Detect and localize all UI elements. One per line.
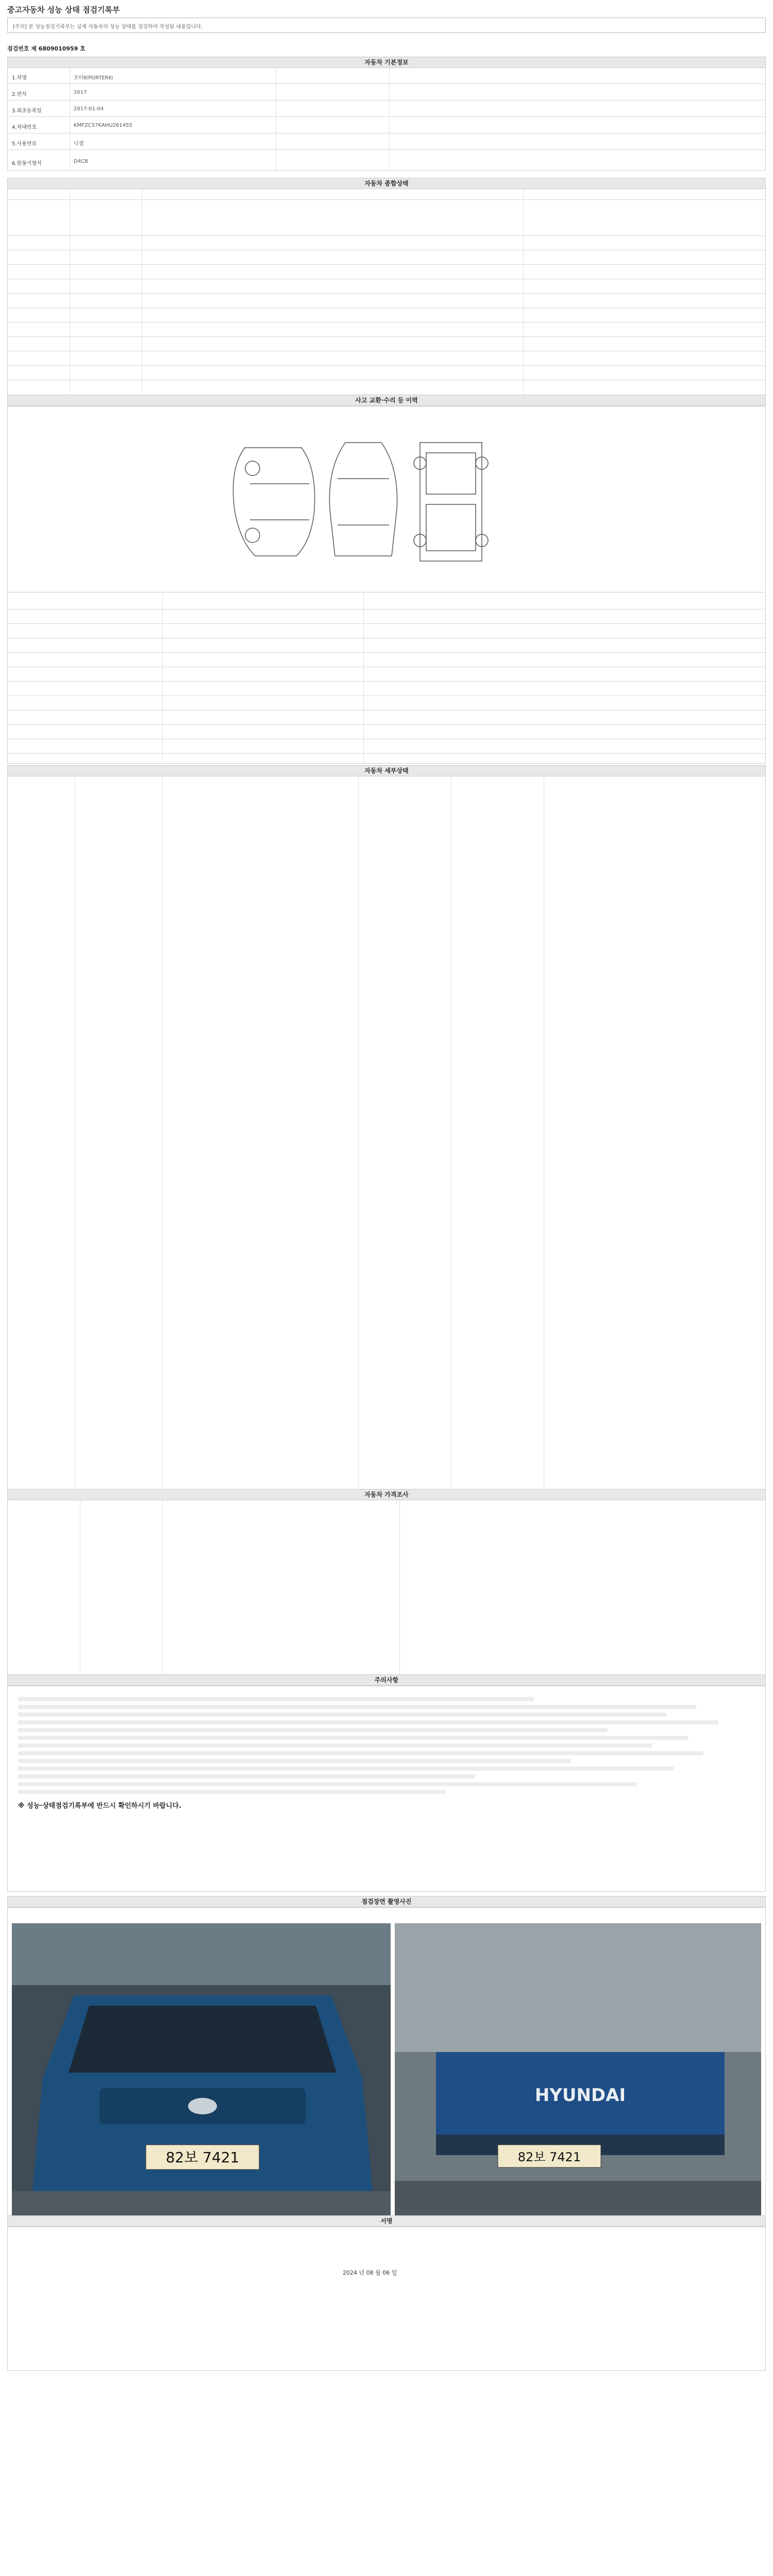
front-photo (12, 1923, 391, 2219)
detail-grid (7, 776, 766, 1490)
row-label-model: 1.차명 (12, 75, 27, 81)
section-sign: 서명 (7, 2215, 766, 2227)
sign-date: 2024 년 08 월 06 일 (343, 2269, 397, 2276)
notice-text: [주의] 본 성능점검기록부는 실제 자동차의 성능 상태를 점검하여 작성된 내용입니다. (7, 18, 766, 33)
accident-diagram-area (7, 406, 766, 592)
certificate-number: 점검번호 제 6809010959 호 (7, 45, 86, 52)
notes-box (7, 1686, 766, 1892)
section-price: 자동차 가격조사 (7, 1489, 766, 1500)
overall-grid (7, 189, 766, 398)
section-photos: 점검장면 촬영사진 (7, 1896, 766, 1907)
row-value-reg-date: 2017-01-04 (74, 106, 104, 112)
section-detail: 자동차 세부상태 (7, 765, 766, 776)
row-label-reg-date: 3.최초등록일 (12, 108, 42, 114)
document-title: 중고자동차 성능 상태 점검기록부 (7, 5, 120, 14)
rear-plate-text: 82보 7421 (517, 2150, 581, 2164)
section-basic: 자동차 기본정보 (7, 57, 766, 68)
row-value-fuel: 디젤 (74, 141, 84, 147)
row-label-vin: 4.차대번호 (12, 125, 37, 130)
price-grid (7, 1500, 766, 1675)
row-value-vin: KMFZCS7KAHU261455 (74, 123, 132, 128)
row-label-engine: 6.원동기형식 (12, 161, 42, 166)
front-plate-text: 82보 7421 (165, 2149, 240, 2166)
row-label-year: 2.연식 (12, 92, 27, 97)
section-overall: 자동차 종합상태 (7, 178, 766, 189)
accident-grid (7, 594, 766, 764)
row-value-model: 포터Ⅱ(PORTERⅡ) (74, 75, 113, 81)
photo-area (7, 1907, 766, 2227)
warning-text: ※ 성능·상태점검기록부에 반드시 확인하시기 바랍니다. (18, 1802, 181, 1810)
vehicle-diagram (8, 406, 765, 592)
basic-grid (7, 68, 766, 171)
sign-area (7, 2227, 766, 2371)
section-notes: 주의사항 (7, 1674, 766, 1686)
rear-photo (395, 1923, 761, 2219)
row-value-year: 2017 (74, 90, 87, 95)
section-accident: 사고 교환·수리 등 이력 (7, 395, 766, 406)
row-value-engine: D4CB (74, 159, 88, 164)
rear-brand-text: HYUNDAI (534, 2085, 626, 2106)
row-label-fuel: 5.사용연료 (12, 141, 37, 147)
